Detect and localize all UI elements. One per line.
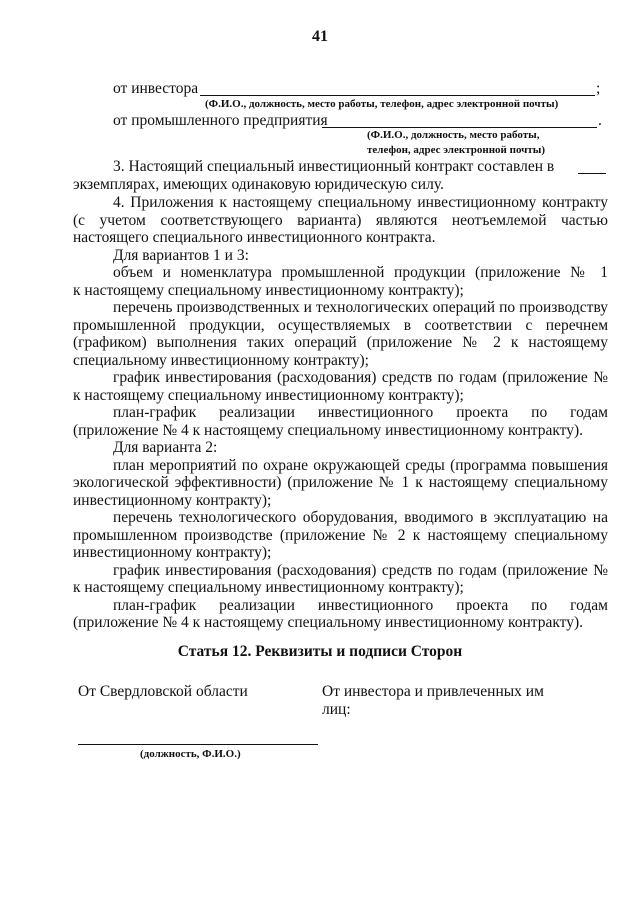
signature-right-label-cont: лиц: bbox=[322, 701, 351, 718]
body-line: инвестиционному контракту); bbox=[73, 544, 272, 561]
body-line: график инвестирования (расходования) средств по годам (приложение № bbox=[113, 369, 608, 386]
body-line: Для варианта 2: bbox=[113, 439, 218, 456]
body-line: объем и номенклатура промышленной продукции (приложение № 1 bbox=[113, 264, 608, 281]
body-line: Для вариантов 1 и 3: bbox=[113, 247, 249, 264]
body-line: перечень технологического оборудования, вводимого в эксплуатацию на bbox=[113, 509, 608, 526]
body-line: график инвестирования (расходования) средств по годам (приложение № bbox=[113, 562, 608, 579]
body-line: (графиком) выполнения таких операций (приложение № 2 к настоящему bbox=[73, 334, 608, 351]
body-line: промышленной продукции, осуществляемых в соответствии с перечнем bbox=[73, 317, 608, 334]
signature-line bbox=[78, 744, 318, 745]
enterprise-hint-2: телефон, адрес электронной почты) bbox=[367, 144, 546, 156]
copies-count-blank bbox=[578, 173, 606, 174]
page-number: 41 bbox=[312, 28, 328, 45]
investor-hint: (Ф.И.О., должность, место работы, телефон, адрес электронной почты) bbox=[205, 98, 559, 110]
body-line: план-график реализации инвестиционного проекта по годам bbox=[113, 597, 608, 614]
body-line: план-график реализации инвестиционного проекта по годам bbox=[113, 404, 608, 421]
body-line: настоящего специального инвестиционного контракта. bbox=[73, 229, 436, 246]
body-line: экземплярах, имеющих одинаковую юридическую силу. bbox=[73, 176, 444, 193]
body-line: (с учетом соответствующего варианта) являются неотъемлемой частью bbox=[73, 212, 608, 229]
body-line: к настоящему специальному инвестиционному контракту); bbox=[73, 579, 464, 596]
enterprise-line-end: . bbox=[598, 112, 602, 129]
investor-blank-line bbox=[200, 95, 595, 96]
enterprise-label: от промышленного предприятия bbox=[113, 112, 328, 129]
body-line: специальному инвестиционному контракту); bbox=[73, 352, 369, 369]
investor-label: от инвестора bbox=[113, 80, 199, 97]
signature-hint: (должность, Ф.И.О.) bbox=[140, 748, 241, 760]
body-line: перечень производственных и технологических операций по производству bbox=[113, 299, 608, 316]
enterprise-hint-1: (Ф.И.О., должность, место работы, bbox=[367, 129, 540, 141]
investor-line-end: ; bbox=[596, 80, 601, 97]
body-line: (приложение № 4 к настоящему специальному инвестиционному контракту). bbox=[73, 422, 584, 439]
body-line: 3. Настоящий специальный инвестиционный контракт составлен в bbox=[113, 158, 555, 175]
article-heading: Статья 12. Реквизиты и подписи Сторон bbox=[177, 643, 463, 660]
signature-right-label: От инвестора и привлеченных им bbox=[322, 683, 544, 700]
body-line: экологической эффективности) (приложение № 1 к настоящему специальному bbox=[73, 474, 608, 491]
body-line: промышленном производстве (приложение № 2 к настоящему специальному bbox=[73, 527, 608, 544]
body-line: план мероприятий по охране окружающей среды (программа повышения bbox=[113, 457, 608, 474]
body-line: к настоящему специальному инвестиционному контракту); bbox=[73, 387, 464, 404]
body-line: инвестиционному контракту); bbox=[73, 492, 272, 509]
body-line: (приложение № 4 к настоящему специальному инвестиционному контракту). bbox=[73, 614, 584, 631]
body-line: 4. Приложения к настоящему специальному инвестиционному контракту bbox=[113, 194, 608, 211]
body-line: к настоящему специальному инвестиционному контракту); bbox=[73, 282, 464, 299]
signature-left-label: От Свердловской области bbox=[78, 683, 248, 700]
